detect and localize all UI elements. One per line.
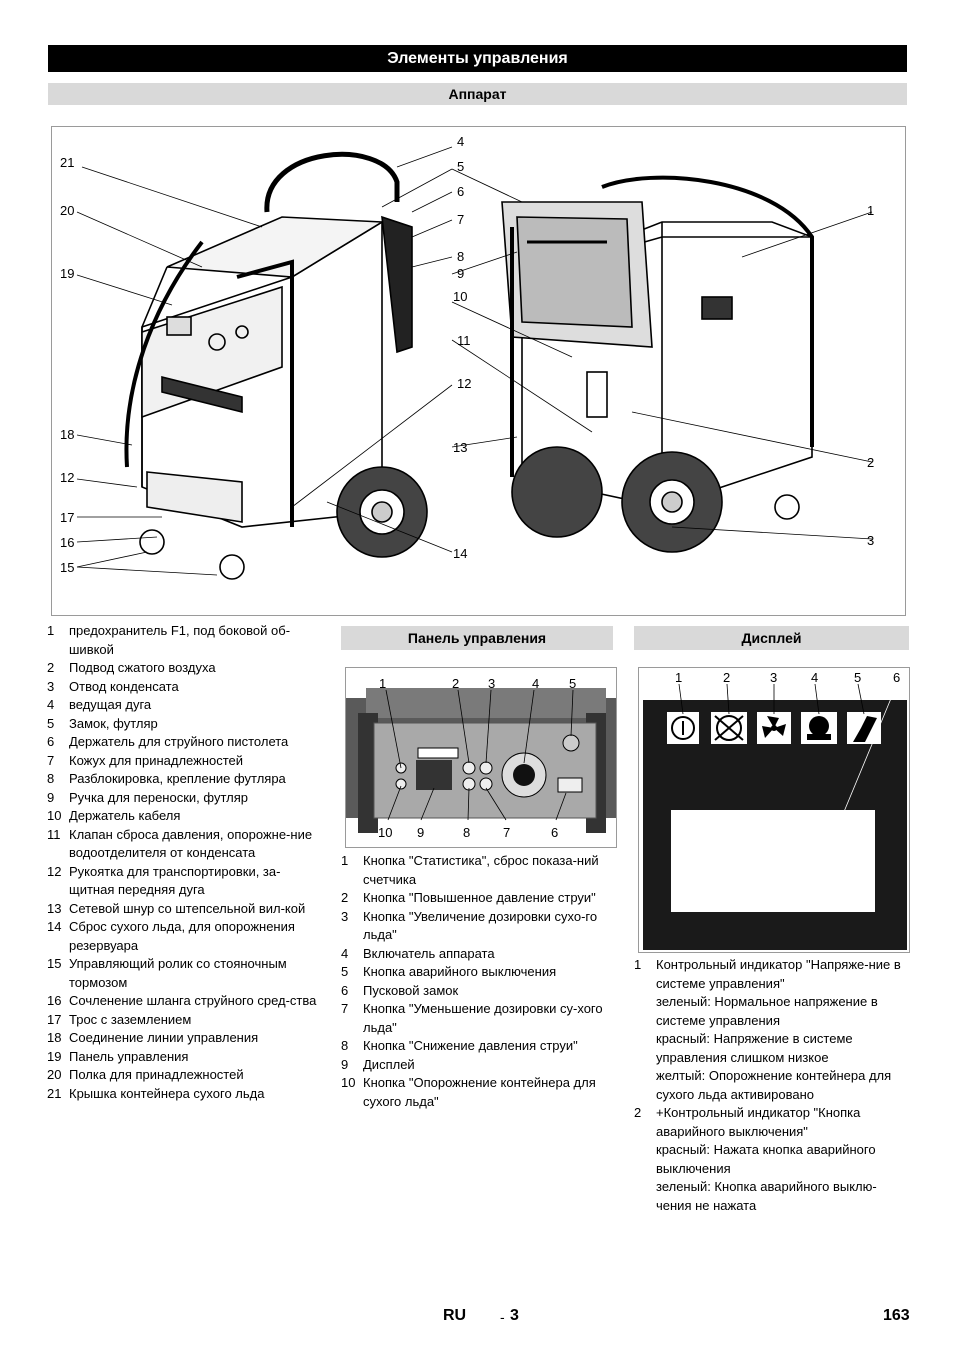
- list-item: 2 +Контрольный индикатор "Кнопка аварийного выключения": [634, 1105, 861, 1139]
- page-number: 163: [883, 1307, 910, 1324]
- list-subitem: зеленый: Нормальное напряжение в системе управления: [656, 994, 878, 1028]
- section-title-device: Аппарат: [48, 83, 907, 105]
- list-item: 1 Контрольный индикатор "Напряже-ние в системе управления": [634, 957, 901, 991]
- list-subitem: зеленый: Кнопка аварийного выклю-чения не нажата: [656, 1179, 877, 1213]
- list-subitem: красный: Напряжение в системе управления слишком низкое: [656, 1031, 853, 1065]
- list-item: 21 Крышка контейнера сухого льда: [47, 1085, 265, 1101]
- footer-dash: -: [500, 1309, 505, 1325]
- list-item: 6 Держатель для струйного пистолета: [47, 734, 289, 749]
- callout-4: 4: [457, 134, 465, 149]
- callout-17: 17: [60, 510, 75, 525]
- display-callout-3: 3: [770, 670, 778, 685]
- display-list: [634, 956, 909, 1215]
- list-item: 8 Разблокировка, крепление футляра: [47, 771, 286, 786]
- list-item: 4 Включатель аппарата: [341, 945, 495, 961]
- callout-18: 18: [60, 427, 75, 442]
- list-item: 10 Держатель кабеля: [47, 808, 181, 823]
- callout-15: 15: [60, 560, 75, 575]
- panel-callout-8: 8: [463, 825, 471, 840]
- display-drawing: [639, 668, 910, 953]
- fan-indicator-icon: [757, 712, 791, 744]
- footer-local-page: 3: [510, 1307, 519, 1324]
- list-item: 5 Кнопка аварийного выключения: [341, 964, 557, 979]
- callout-7: 7: [457, 212, 465, 227]
- device-drawing: [52, 127, 907, 617]
- control-panel-illustration: [345, 667, 617, 848]
- panel-callout-5: 5: [569, 676, 577, 691]
- callout-3: 3: [867, 533, 875, 548]
- panel-callout-10: 10: [378, 825, 393, 840]
- callout-9: 9: [457, 266, 465, 281]
- list-item: 3 Кнопка "Увеличение дозировки сухо-го льда": [341, 908, 598, 942]
- display-callout-4: 4: [811, 670, 819, 685]
- dry-ice-indicator-icon: [801, 712, 837, 744]
- device-parts-list: [47, 622, 322, 1103]
- device-illustration: [51, 126, 906, 616]
- callout-12b: 12: [457, 376, 472, 391]
- list-item: 13 Сетевой шнур со штепсельной вил-кой: [47, 900, 306, 916]
- callout-21: 21: [60, 155, 75, 170]
- list-item: 16 Сочленение шланга струйного сред-ства: [47, 993, 317, 1008]
- callout-6: 6: [457, 184, 465, 199]
- callout-10: 10: [453, 289, 468, 304]
- list-item: 14 Сброс сухого льда, для опорожнения резервуара: [47, 919, 295, 953]
- control-panel-drawing: [346, 668, 617, 848]
- panel-callout-1: 1: [379, 676, 387, 691]
- list-item: 20 Полка для принадлежностей: [47, 1067, 244, 1082]
- list-item: 1 предохранитель F1, под боковой об-шивкой: [47, 623, 291, 657]
- list-item: 6 Пусковой замок: [341, 982, 459, 998]
- display-heading: Дисплей: [634, 626, 909, 650]
- list-item: 7 Кнопка "Уменьшение дозировки су-хого льда": [341, 1001, 603, 1035]
- panel-callout-4: 4: [532, 676, 540, 691]
- display-callout-2: 2: [723, 670, 731, 685]
- list-item: 18 Соединение линии управления: [47, 1030, 259, 1045]
- display-callout-5: 5: [854, 670, 862, 685]
- callout-14: 14: [453, 546, 468, 561]
- callout-19: 19: [60, 266, 75, 281]
- blast-gun-indicator-icon: [847, 712, 881, 744]
- display-illustration: [638, 667, 910, 953]
- list-item: 5 Замок, футляр: [47, 715, 158, 731]
- list-item: 12 Рукоятка для транспортировки, за-щитная передняя дуга: [47, 863, 281, 897]
- callout-11: 11: [457, 333, 471, 348]
- callout-8: 8: [457, 249, 465, 264]
- list-item: 1 Кнопка "Статистика", сброс показа-ний счетчика: [341, 853, 599, 887]
- display-callout-6: 6: [893, 670, 901, 685]
- list-item: 10 Кнопка "Опорожнение контейнера для сухого льда": [341, 1075, 596, 1109]
- list-item: 2 Кнопка "Повышенное давление струи": [341, 890, 596, 905]
- list-subitem: желтый: Опорожнение контейнера для сухого льда активировано: [656, 1068, 892, 1102]
- list-item: 17 Трос с заземлением: [47, 1011, 192, 1027]
- list-subitem: красный: Нажата кнопка аварийного выключения: [656, 1142, 876, 1176]
- list-item: 9 Ручка для переноски, футляр: [47, 789, 248, 805]
- list-item: 2 Подвод сжатого воздуха: [47, 660, 216, 675]
- callout-12: 12: [60, 470, 75, 485]
- panel-callout-2: 2: [452, 676, 460, 691]
- list-item: 8 Кнопка "Снижение давления струи": [341, 1038, 578, 1053]
- control-panel-list: [341, 852, 616, 1111]
- control-panel-heading: Панель управления: [341, 626, 613, 650]
- callout-16: 16: [60, 535, 75, 550]
- callout-13: 13: [453, 440, 468, 455]
- callout-2: 2: [867, 455, 875, 470]
- footer-language: RU: [443, 1307, 467, 1324]
- panel-callout-7: 7: [503, 825, 511, 840]
- list-item: 7 Кожух для принадлежностей: [47, 752, 244, 768]
- list-item: 4 ведущая дуга: [47, 697, 152, 712]
- callout-1: 1: [867, 203, 875, 218]
- list-item: 15 Управляющий ролик со стояночным тормозом: [47, 956, 287, 990]
- page-title: Элементы управления: [48, 45, 907, 72]
- display-callout-1: 1: [675, 670, 683, 685]
- power-indicator-icon: [667, 712, 699, 744]
- panel-callout-9: 9: [417, 825, 425, 840]
- list-item: 3 Отвод конденсата: [47, 678, 179, 694]
- emergency-stop-indicator-icon: [711, 712, 747, 744]
- callout-5: 5: [457, 159, 465, 174]
- list-item: 9 Дисплей: [341, 1056, 415, 1072]
- panel-callout-3: 3: [488, 676, 496, 691]
- list-item: 19 Панель управления: [47, 1048, 189, 1064]
- list-item: 11 Клапан сброса давления, опорожне-ние водоотделителя от конденсата: [47, 826, 313, 860]
- callout-20: 20: [60, 203, 75, 218]
- panel-callout-6: 6: [551, 825, 559, 840]
